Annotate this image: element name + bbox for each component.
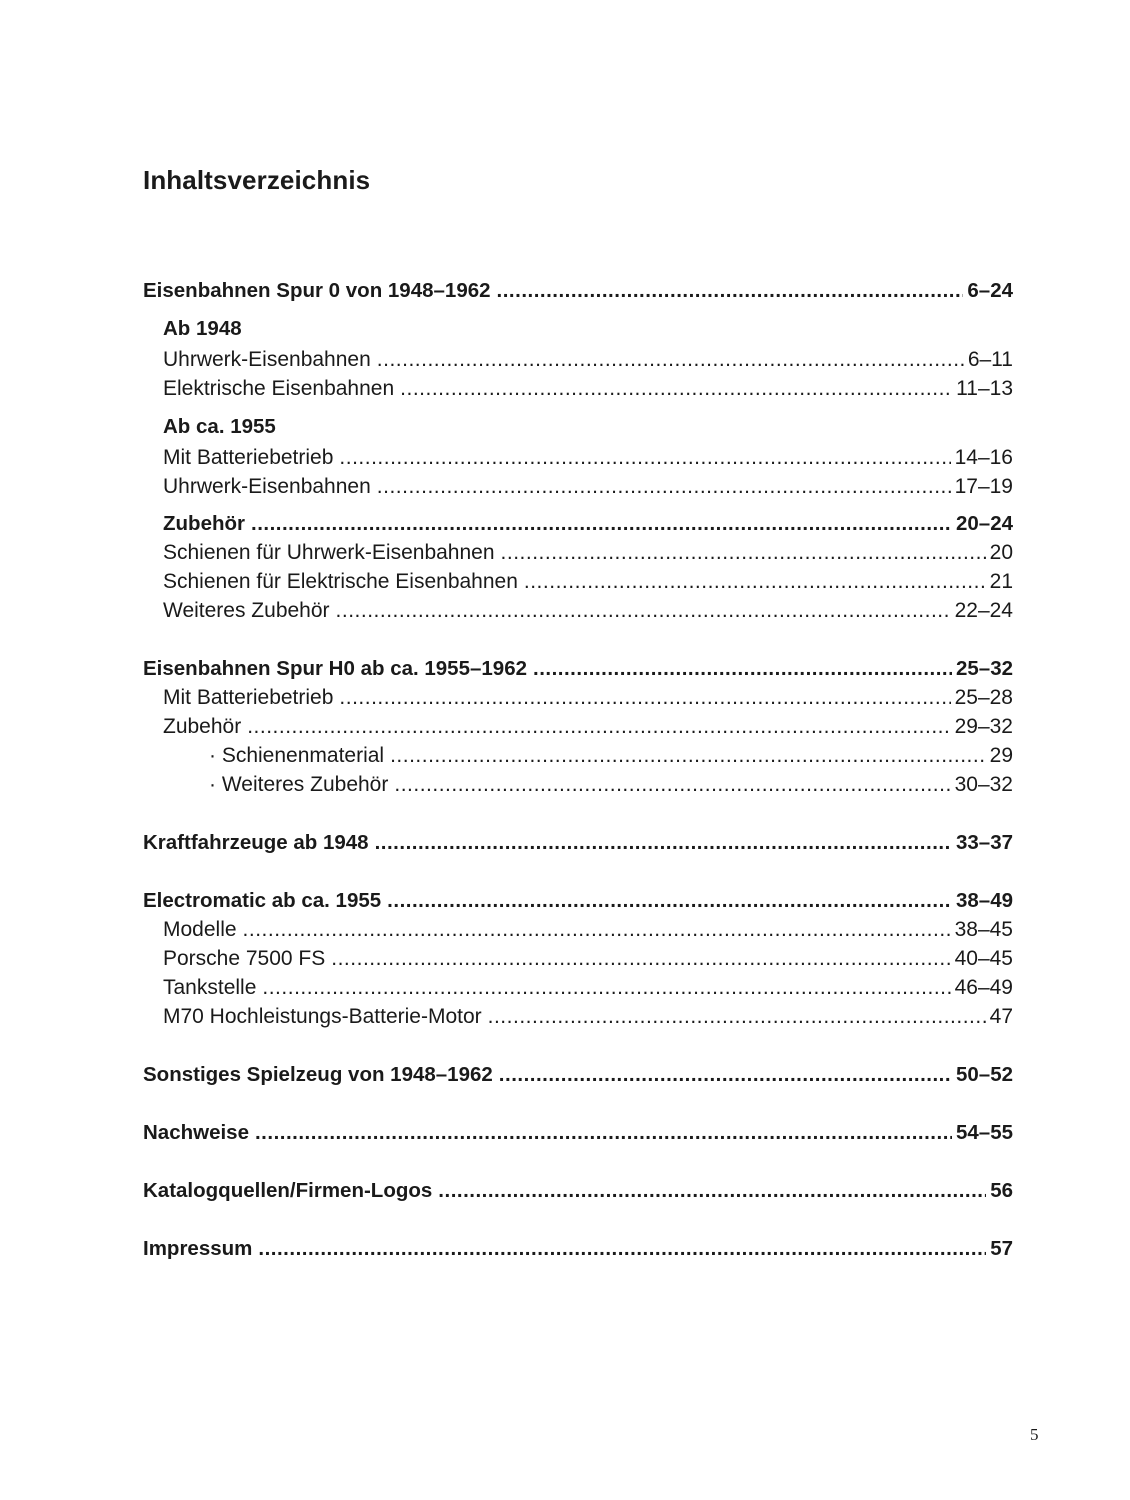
toc-entry-label: Sonstiges Spielzeug von 1948–1962 <box>143 1063 493 1086</box>
dot-leader <box>501 538 986 567</box>
toc-entry-label: Tankstelle <box>163 976 257 999</box>
toc-entry-label: Electromatic ab ca. 1955 <box>143 889 382 912</box>
toc-entry-page: 46–49 <box>954 976 1013 999</box>
toc-entry-label: Modelle <box>163 918 237 941</box>
toc-entry-page: 20 <box>989 541 1013 564</box>
toc-entry-label: Eisenbahnen Spur H0 ab ca. 1955–1962 <box>143 657 527 680</box>
page-number: 5 <box>1030 1425 1039 1444</box>
toc-entry-page: 33–37 <box>955 831 1013 854</box>
toc-entry-page: 47 <box>989 1005 1013 1028</box>
toc-entry-page: 11–13 <box>956 377 1013 400</box>
dot-leader <box>533 654 952 683</box>
toc-entry-label: Zubehör <box>163 715 242 738</box>
toc-entry-zubehoer-h0[interactable] <box>143 712 1013 741</box>
dot-leader <box>387 886 952 915</box>
toc-entry-katalogquellen[interactable] <box>143 1176 1013 1205</box>
dot-leader <box>243 915 951 944</box>
toc-entry-page: 29–32 <box>954 715 1013 738</box>
toc-entry-impressum[interactable] <box>143 1234 1013 1263</box>
toc-entry-label: Katalogquellen/Firmen-Logos <box>143 1179 433 1202</box>
toc-entry-page: 6–24 <box>967 279 1013 302</box>
toc-entry-label: Zubehör <box>163 512 245 535</box>
toc-entry-label: Mit Batteriebetrieb <box>163 446 334 469</box>
toc-entry-page: 30–32 <box>954 773 1013 796</box>
toc-entry-spur0[interactable] <box>143 276 1013 305</box>
toc-entry-weiteres-zubehoer-spur0[interactable] <box>143 596 1013 625</box>
toc-entry-label: Kraftfahrzeuge ab 1948 <box>143 831 369 854</box>
toc-entry-nachweise[interactable] <box>143 1118 1013 1147</box>
toc-entry-tankstelle[interactable] <box>143 973 1013 1002</box>
toc-entry-label: Schienen für Elektrische Eisenbahnen <box>163 570 518 593</box>
toc-entry-page: 40–45 <box>954 947 1013 970</box>
dot-leader <box>377 472 951 501</box>
toc-entry-label: · Schienenmaterial <box>209 744 385 767</box>
dot-leader <box>390 741 986 770</box>
toc-entry-page: 38–45 <box>954 918 1013 941</box>
dot-leader <box>336 596 951 625</box>
dot-leader <box>339 443 950 472</box>
toc-entry-page: 6–11 <box>967 348 1013 371</box>
dot-leader <box>331 944 950 973</box>
toc-entry-label: Porsche 7500 FS <box>163 947 326 970</box>
page-title: Inhaltsverzeichnis <box>143 165 371 195</box>
toc-entry-m70-motor[interactable] <box>143 1002 1013 1031</box>
dot-leader <box>262 973 950 1002</box>
toc-entry-page: 54–55 <box>955 1121 1013 1144</box>
dot-leader <box>377 345 964 374</box>
dot-leader <box>375 828 952 857</box>
toc-entry-porsche[interactable] <box>143 944 1013 973</box>
toc-entry-electromatic[interactable] <box>143 886 1013 915</box>
toc-entry-page: 21 <box>989 570 1013 593</box>
dot-leader <box>255 1118 952 1147</box>
dot-leader <box>258 1234 986 1263</box>
toc-entry-label: Eisenbahnen Spur 0 von 1948–1962 <box>143 279 491 302</box>
toc-entry-zubehoer-spur0[interactable] <box>143 509 1013 538</box>
toc-entry-label: M70 Hochleistungs-Batterie-Motor <box>163 1005 482 1028</box>
dot-leader <box>499 1060 952 1089</box>
toc-entry-page: 57 <box>990 1237 1013 1260</box>
toc-entry-kraftfahrzeuge[interactable] <box>143 828 1013 857</box>
toc-entry-page: 25–32 <box>955 657 1013 680</box>
toc-entry-page: 17–19 <box>954 475 1013 498</box>
toc-entry-elektrische[interactable] <box>143 374 1013 403</box>
toc-entry-page: 14–16 <box>954 446 1013 469</box>
dot-leader <box>247 712 950 741</box>
toc-entry-label: Schienen für Uhrwerk-Eisenbahnen <box>163 541 495 564</box>
toc-entry-schienenmaterial[interactable] <box>143 741 1013 770</box>
toc-entry-label: Uhrwerk-Eisenbahnen <box>163 475 371 498</box>
dot-leader <box>339 683 950 712</box>
toc-entry-label: Impressum <box>143 1237 253 1260</box>
toc-entry-spur-h0[interactable] <box>143 654 1013 683</box>
dot-leader <box>400 374 952 403</box>
toc-entry-batterie-h0[interactable] <box>143 683 1013 712</box>
toc-entry-weiteres-zubehoer-h0[interactable] <box>143 770 1013 799</box>
toc-entry-label: Mit Batteriebetrieb <box>163 686 334 709</box>
toc-entry-modelle[interactable] <box>143 915 1013 944</box>
dot-leader <box>488 1002 986 1031</box>
toc-entry-label: · Weiteres Zubehör <box>209 773 389 796</box>
toc-entry-label: Nachweise <box>143 1121 249 1144</box>
toc-entry-page: 25–28 <box>954 686 1013 709</box>
toc-entry-batterie-spur0[interactable] <box>143 443 1013 472</box>
dot-leader <box>524 567 986 596</box>
dot-leader <box>438 1176 986 1205</box>
toc-entry-uhrwerk-1955[interactable] <box>143 472 1013 501</box>
toc-entry-schienen-elektrisch[interactable] <box>143 567 1013 596</box>
toc-entry-label: Elektrische Eisenbahnen <box>163 377 395 400</box>
toc-entry-uhrwerk-1948[interactable] <box>143 345 1013 374</box>
toc-subheading-ab-1948: Ab 1948 <box>163 317 242 340</box>
toc-entry-page: 22–24 <box>954 599 1013 622</box>
dot-leader <box>251 509 952 538</box>
toc-entry-page: 50–52 <box>955 1063 1013 1086</box>
toc-entry-page: 56 <box>990 1179 1013 1202</box>
toc-entry-schienen-uhrwerk[interactable] <box>143 538 1013 567</box>
dot-leader <box>497 276 964 305</box>
table-of-contents <box>143 276 1013 1263</box>
toc-entry-label: Uhrwerk-Eisenbahnen <box>163 348 371 371</box>
toc-subheading-ab-1955: Ab ca. 1955 <box>163 415 276 438</box>
toc-entry-page: 38–49 <box>955 889 1013 912</box>
toc-entry-sonstiges-spielzeug[interactable] <box>143 1060 1013 1089</box>
dot-leader <box>394 770 950 799</box>
toc-entry-page: 20–24 <box>955 512 1013 535</box>
toc-entry-label: Weiteres Zubehör <box>163 599 330 622</box>
toc-entry-page: 29 <box>989 744 1013 767</box>
